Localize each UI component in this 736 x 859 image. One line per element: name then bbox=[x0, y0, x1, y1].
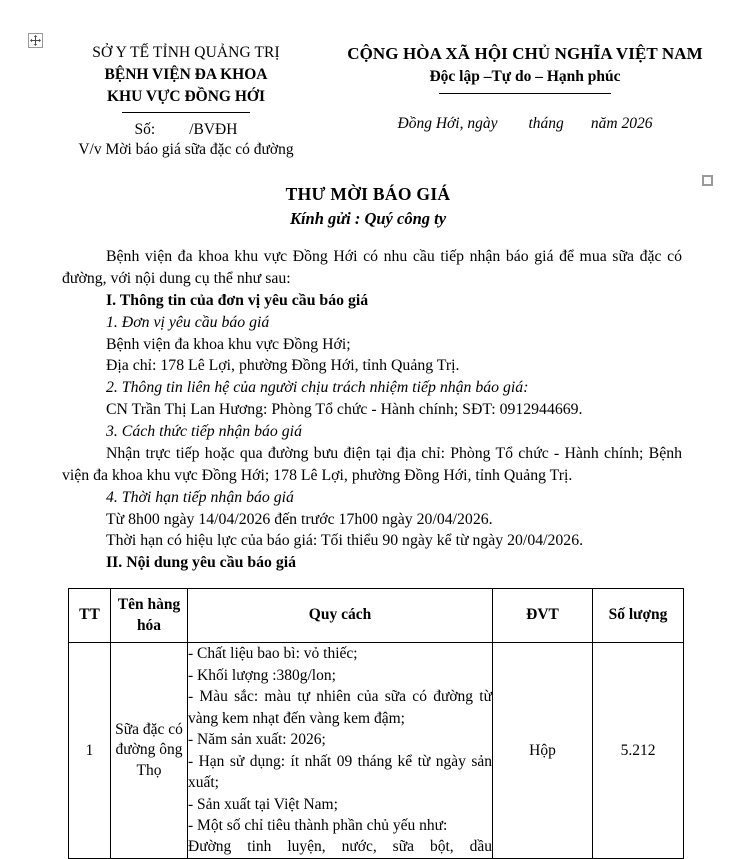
spec-line: - Khối lượng :380g/lon; bbox=[188, 666, 336, 684]
document-subject-line: V/v Mời báo giá sữa đặc có đường bbox=[78, 140, 294, 158]
hospital-name-line-1: BỆNH VIỆN ĐA KHOA bbox=[104, 66, 268, 83]
page-title: THƯ MỜI BÁO GIÁ bbox=[285, 184, 451, 204]
provincial-health-department: SỞ Y TẾ TỈNH QUẢNG TRỊ bbox=[92, 44, 280, 61]
addressee-line: Kính gửi : Quý công ty bbox=[289, 208, 447, 228]
intro-paragraph: Bệnh viện đa khoa khu vực Đồng Hới có nhu cầu tiếp nhận báo giá để mua sữa đặc có đường, với nội dung cụ thể như sau: bbox=[62, 248, 682, 287]
quote-table bbox=[68, 588, 684, 859]
spec-line: - Một số chỉ tiêu thành phần chủ yếu như: bbox=[188, 816, 448, 834]
document-body bbox=[62, 246, 682, 574]
item-4-line-2: Thời hạn có hiệu lực của báo giá: Tối thiểu 90 ngày kể từ ngày 20/04/2026. bbox=[106, 532, 584, 550]
cell-quantity: 5.212 bbox=[593, 643, 684, 859]
cell-index: 1 bbox=[69, 643, 111, 859]
table-header-row bbox=[69, 589, 684, 643]
item-2-heading: 2. Thông tin liên hệ của người chịu trách nhiệm tiếp nhận báo giá: bbox=[106, 379, 529, 397]
issuing-authority-block bbox=[46, 42, 326, 157]
place-and-date-line: Đồng Hới, ngày tháng năm 2026 bbox=[397, 114, 653, 132]
column-header-dvt: ĐVT bbox=[493, 589, 593, 643]
section-1-heading: I. Thông tin của đơn vị yêu cầu báo giá bbox=[106, 291, 369, 309]
cell-product-name: Sữa đặc có đường ông Thọ bbox=[111, 643, 188, 859]
document-number-label: Số: bbox=[134, 121, 156, 138]
document-header bbox=[0, 42, 736, 164]
country-name: CỘNG HÒA XÃ HỘI CHỦ NGHĨA VIỆT NAM bbox=[347, 44, 703, 63]
document-number-line bbox=[46, 122, 326, 138]
hospital-name-line-2: KHU VỰC ĐỒNG HỚI bbox=[106, 88, 266, 105]
spec-line: - Sản xuất tại Việt Nam; bbox=[188, 795, 338, 813]
item-1-line-1: Bệnh viện đa khoa khu vực Đồng Hới; bbox=[106, 335, 351, 353]
item-2-line-1: CN Trần Thị Lan Hương: Phòng Tổ chức - Hành chính; SĐT: 0912944669. bbox=[106, 401, 583, 419]
spec-line: - Hạn sử dụng: ít nhất 09 tháng kể từ ngày sản xuất; bbox=[188, 752, 492, 792]
item-3-line-1: Nhận trực tiếp hoặc qua đường bưu điện tại địa chỉ: Phòng Tổ chức - Hành chính; Bệnh viện đa khoa khu vực Đồng Hới; 178 Lê Lợi, phường Đồng Hới, tỉnh Quảng Trị. bbox=[62, 444, 682, 484]
document-number-value: /BVĐH bbox=[189, 121, 238, 138]
column-header-ten: Tên hàng hóa bbox=[111, 589, 188, 643]
section-2-heading: II. Nội dung yêu cầu báo giá bbox=[106, 554, 297, 572]
item-3-heading: 3. Cách thức tiếp nhận báo giá bbox=[106, 423, 302, 440]
spec-line: Đường tinh luyện, nước, sữa bột, dầu bbox=[188, 838, 492, 856]
cell-specifications bbox=[188, 643, 493, 859]
column-header-quy: Quy cách bbox=[188, 589, 493, 643]
national-motto: Độc lập –Tự do – Hạnh phúc bbox=[429, 68, 621, 86]
item-1-line-2: Địa chỉ: 178 Lê Lợi, phường Đồng Hới, tỉnh Quảng Trị. bbox=[106, 357, 460, 375]
header-left-divider bbox=[122, 112, 250, 113]
spec-line: - Màu sắc: màu tự nhiên của sữa có đường từ vàng kem nhạt đến vàng kem đậm; bbox=[188, 688, 492, 727]
spec-line: - Chất liệu bao bì: vỏ thiếc; bbox=[188, 645, 358, 663]
item-1-heading: 1. Đơn vị yêu cầu báo giá bbox=[106, 313, 270, 331]
header-right-divider bbox=[439, 93, 611, 94]
item-4-line-1: Từ 8h00 ngày 14/04/2026 đến trước 17h00 ngày 20/04/2026. bbox=[106, 510, 493, 528]
cell-unit: Hộp bbox=[493, 643, 593, 859]
national-heading-block bbox=[330, 42, 720, 131]
item-4-heading: 4. Thời hạn tiếp nhận báo giá bbox=[106, 488, 294, 506]
column-header-tt: TT bbox=[69, 589, 111, 643]
spec-line: - Năm sản xuất: 2026; bbox=[188, 731, 326, 749]
quote-table-wrapper bbox=[0, 588, 736, 859]
column-header-sl: Số lượng bbox=[593, 589, 684, 643]
table-row bbox=[69, 643, 684, 859]
